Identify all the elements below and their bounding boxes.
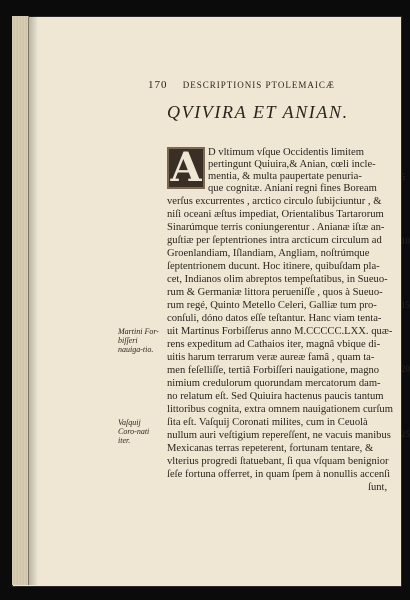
line-number: 5 (401, 172, 406, 182)
body-line: rens expeditum ad Cathaios iter, magnâ vbique di- (167, 339, 381, 350)
body-line: ſeptentrionem ducunt. Hoc itinere, quibuſdam pla- (167, 261, 380, 272)
gutter-shadow (28, 16, 38, 585)
body-line: Groenlandiam, Iſlandiam, Angliam, noſtrúmque (167, 248, 370, 259)
running-head-title: DESCRIPTIONIS PTOLEMAICÆ (182, 80, 335, 90)
running-header (148, 79, 335, 91)
line-number: 20 (401, 364, 410, 374)
line-number: 10 (401, 236, 410, 246)
margin-note: Vaſquij Coro-nati iter. (118, 418, 150, 445)
body-line: uit Martinus Forbiſſerus anno M.CCCCC.LXX. quæ- (167, 326, 393, 337)
body-line: nimium credulorum quorundam mercatorum dam- (167, 378, 381, 389)
body-line: pertingunt Quiuira,& Anian, cœli incle- (208, 159, 376, 170)
initial-letter: A (170, 144, 202, 191)
body-line: vlterius progredi ſtatuebant, ſi qua vſquam benignior (167, 456, 389, 467)
chapter-title: QVIVIRA ET ANIAN. (167, 102, 349, 122)
body-line: rum regé, Quinto Metello Celeri, Galliæ tum pro- (167, 300, 377, 311)
body-line: Sinarúmque terris coniungerentur . Anianæ iſtæ an- (167, 222, 385, 233)
body-line: no relatum eſt. Sed Quiuira hactenus paucis tantum (167, 391, 384, 402)
body-line: uitis harum terrarum veræ aureæ famâ , quam ta- (167, 352, 375, 363)
body-line: conſuli, dóno datos eſſe teſtantur. Hanc viam tenta- (167, 313, 382, 324)
body-line: Mexicanas terras repeterent, fortunam tentare, & (167, 443, 374, 454)
body-line: que cognitæ. Aniani regni fines Boream (208, 183, 377, 194)
line-number: 15 (401, 300, 410, 310)
body-line: ſeſe fortuna offerret, in quam ſpem à nonullis accenſi (167, 469, 391, 480)
body-line: rum & Germaniæ littora perueniſſe , quos à Sueuo- (167, 287, 383, 298)
body-line: mentia, & multa paupertate penuria- (208, 171, 362, 182)
body-line: men feſelliſſe, tertiâ Forbiſſeri nauigatione, magno (167, 365, 380, 376)
body-line: niſi oceani æſtus impediat, Orientalibus Tartarorum (167, 209, 384, 220)
body-line: cet, Indianos olim abreptos tempeſtatibus, in Sueuo- (167, 274, 388, 285)
book-page (38, 16, 410, 585)
body-line: D vltimum vſque Occidentis limitem (208, 147, 364, 158)
body-line: ſita eſt. Vaſquij Coronati milites, cum in Ceuolà (167, 417, 368, 428)
decorated-initial (167, 144, 205, 191)
body-line: verſus excurrentes , arctico circulo ſubijciuntur , & (167, 196, 382, 207)
body-line: guſtiæ per ſeptentriones intra arcticum circulum ad (167, 235, 382, 246)
body-line: ſunt, (368, 482, 388, 493)
line-number: 25 (401, 429, 410, 439)
page-number: 170 (148, 79, 168, 91)
page-edges (12, 16, 29, 585)
body-line: nullum auri veſtigium repereſſent, ne vacuis manibus (167, 430, 391, 441)
body-line: littoribus cognita, extra omnem nauigationem curſum (167, 404, 393, 415)
margin-note: Martini For-biſſeri nauiga-tio. (118, 327, 159, 354)
